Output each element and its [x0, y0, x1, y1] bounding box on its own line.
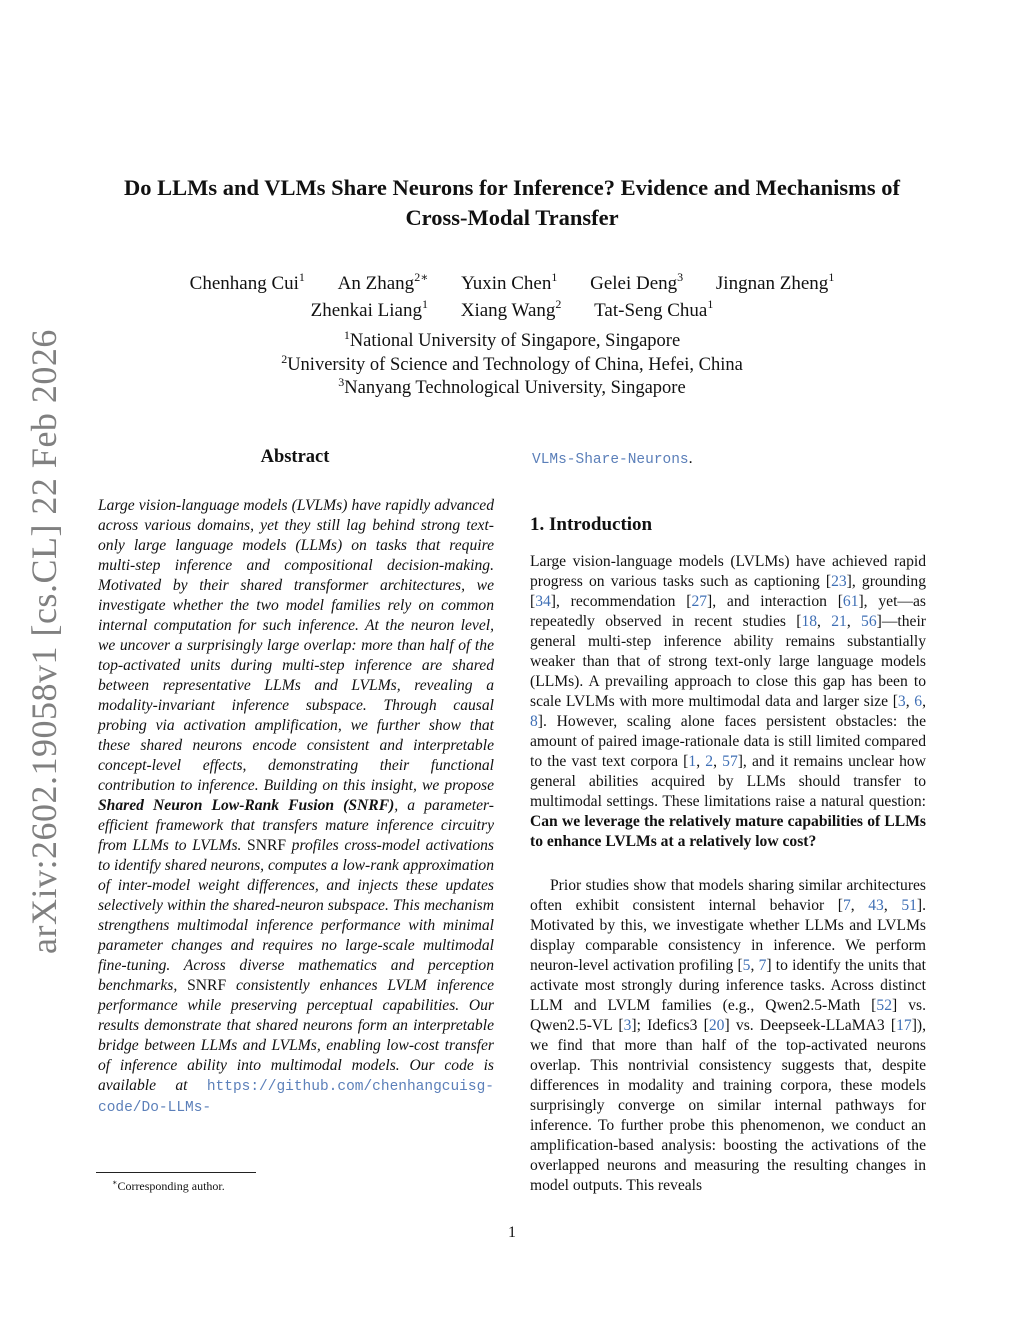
citation-link[interactable]: 57: [722, 753, 738, 770]
citation-link[interactable]: 43: [868, 897, 884, 914]
author: An Zhang$^{2∗}$: [337, 270, 429, 294]
intro-paragraph-1: Large vision-language models (LVLMs) have achieved rapid progress on various tasks such as captioning [23], grounding [34], recommendation [27], and interaction [61], yet—as repeatedly observed in recent studies [18, 21, 56]—their general multi-step inference ability remains substantially weaker than that of strong text-only large language models (LLMs). A prevailing approach to close this gap has been to scale LVLMs with more multimodal data and larger size [3, 6, 8]. However, scaling alone faces persistent obstacles: the amount of paired image-rationale data is still limited compared to the vast text corpora [1, 2, 57], and it remains unclear how general abilities acquired by LLMs should transfer to multimodal settings. These limitations raise a natural question: Can we leverage the relatively mature capabilities of LLMs to enhance LVLMs at a relatively low cost?: [530, 553, 927, 850]
citation-link[interactable]: 61: [842, 593, 859, 610]
paper-title: [60, 173, 964, 233]
citation-link[interactable]: 7: [842, 897, 851, 914]
citation-link[interactable]: 52: [876, 997, 892, 1014]
citation-link[interactable]: 27: [691, 593, 708, 610]
affiliation: $^2$University of Science and Technology of China, Hefei, China: [281, 351, 743, 375]
citation-link[interactable]: 8: [530, 713, 538, 730]
affiliation: $^3$Nanyang Technological University, Singapore: [338, 375, 686, 398]
citation-link[interactable]: 56: [861, 613, 877, 630]
citation-link[interactable]: 6: [914, 693, 923, 710]
author-list: [60, 270, 964, 324]
author-row-2: [60, 297, 964, 324]
page-number: 1: [508, 1224, 516, 1241]
citation-link[interactable]: 34: [535, 593, 551, 610]
author: Tat-Seng Chua$^1$: [594, 297, 714, 321]
author: Zhenkai Liang$^1$: [310, 297, 428, 321]
abstract-body: Large vision-language models (LVLMs) have rapidly advanced across various domains, yet they still lag behind strong text-only large language models (LLMs) on tasks that require multi-step inference and compositional decision-making. Motivated by their shared transformer architectures, we investigate whether the two model families rely on common internal computation for such inference. At the neuron level, we uncover a surprisingly large overlap: more than half of the top-activated units during multi-step inference are shared between representative LLMs and LVLMs, revealing a modality-invariant inference subspace. Through causal probing via activation amplification, we further show that these shared neurons encode consistent and interpretable concept-level effects, demonstrating their functional contribution to inference. Building on this insight, we propose Shared Neuron Low-Rank Fusion (SNRF), a parameter-efficient framework that transfers mature inference circuitry from LLMs to LVLMs. SNRF profiles cross-model activations to identify shared neurons, computes a low-rank approximation of inter-model weight differences, and injects these updates selectively within the shared-neuron subspace. This mechanism strengthens multimodal inference performance with minimal parameter changes and requires no large-scale multimodal fine-tuning. Across diverse mathematics and perception benchmarks, SNRF consistently enhances LVLM inference performance while preserving perceptual capabilities. Our results demonstrate that shared neurons form an interpretable bridge between LLMs and LVLMs, enabling low-cost transfer of inference ability into multimodal models. Our code is available at https://github.com/chenhangcuisg-code/Do-LLMs-: [98, 497, 494, 1116]
citation-link[interactable]: 17: [896, 1017, 912, 1034]
citation-link[interactable]: 2: [705, 753, 714, 770]
citation-link[interactable]: 18: [801, 613, 818, 630]
abstract-heading: Abstract: [260, 447, 330, 467]
citation-link[interactable]: 3: [897, 693, 906, 710]
footnote-rule: [96, 1172, 256, 1173]
author: Yuxin Chen$^1$: [461, 270, 558, 294]
citation-link[interactable]: 51: [901, 897, 917, 914]
citation-link[interactable]: 3: [623, 1017, 632, 1034]
citation-link[interactable]: 1: [688, 753, 697, 770]
code-link-continued[interactable]: VLMs-Share-Neurons.: [532, 450, 693, 468]
affiliation-list: [60, 330, 964, 401]
author: Xiang Wang$^2$: [460, 297, 562, 321]
citation-link[interactable]: 5: [742, 957, 751, 974]
arxiv-sidebar-id: arXiv:2602.19058v1 [cs.CL] 22 Feb 2026: [24, 329, 64, 954]
footnote: ∗Corresponding author.: [112, 1178, 225, 1193]
method-name: Shared Neuron Low-Rank Fusion (SNRF): [98, 797, 395, 814]
intro-paragraph-2: Prior studies show that models sharing similar architectures often exhibit consistent internal behavior [7, 43, 51]. Motivated by this, we investigate whether LLMs and LVLMs display comparable consistency in inference. We perform neuron-level activation profiling [5, 7] to identify the units that activate most strongly during inference tasks. Across distinct LLM and LVLM families (e.g., Qwen2.5-Math [52] vs. Qwen2.5-VL [3]; Idefics3 [20] vs. Deepseek-LLaMA3 [17]), we find that more than half of the top-activated neurons overlap. This nontrivial consistency suggests that, despite differences in modality and training corpora, these models surprisingly converge on similar internal pathways for inference. To further probe this phenomenon, we conduct an amplification-based analysis: boosting the activations of the overlapped neurons and measuring the resulting changes in model outputs. This reveals: [530, 877, 927, 1194]
author-row-1: [60, 270, 964, 297]
section-heading-introduction: 1. Introduction: [530, 514, 653, 535]
citation-link[interactable]: 7: [758, 957, 767, 974]
citation-link[interactable]: 21: [831, 613, 847, 630]
author: Chenhang Cui$^1$: [189, 270, 305, 294]
title-line-2: Cross-Modal Transfer: [405, 205, 619, 230]
author: Jingnan Zheng$^1$: [715, 270, 835, 294]
citation-link[interactable]: 23: [831, 573, 847, 590]
research-question: Can we leverage the relatively mature capabilities of LLMs to enhance LVLMs at a relatively low cost?: [530, 813, 926, 850]
title-line-1: Do LLMs and VLMs Share Neurons for Inference? Evidence and Mechanisms of: [123, 175, 901, 200]
author: Gelei Deng$^3$: [590, 270, 684, 294]
affiliation: $^1$National University of Singapore, Singapore: [343, 328, 681, 351]
code-link[interactable]: https://github.com/chenhangcuisg-code/Do-LLMs-: [98, 1079, 494, 1116]
citation-link[interactable]: 20: [708, 1017, 725, 1034]
